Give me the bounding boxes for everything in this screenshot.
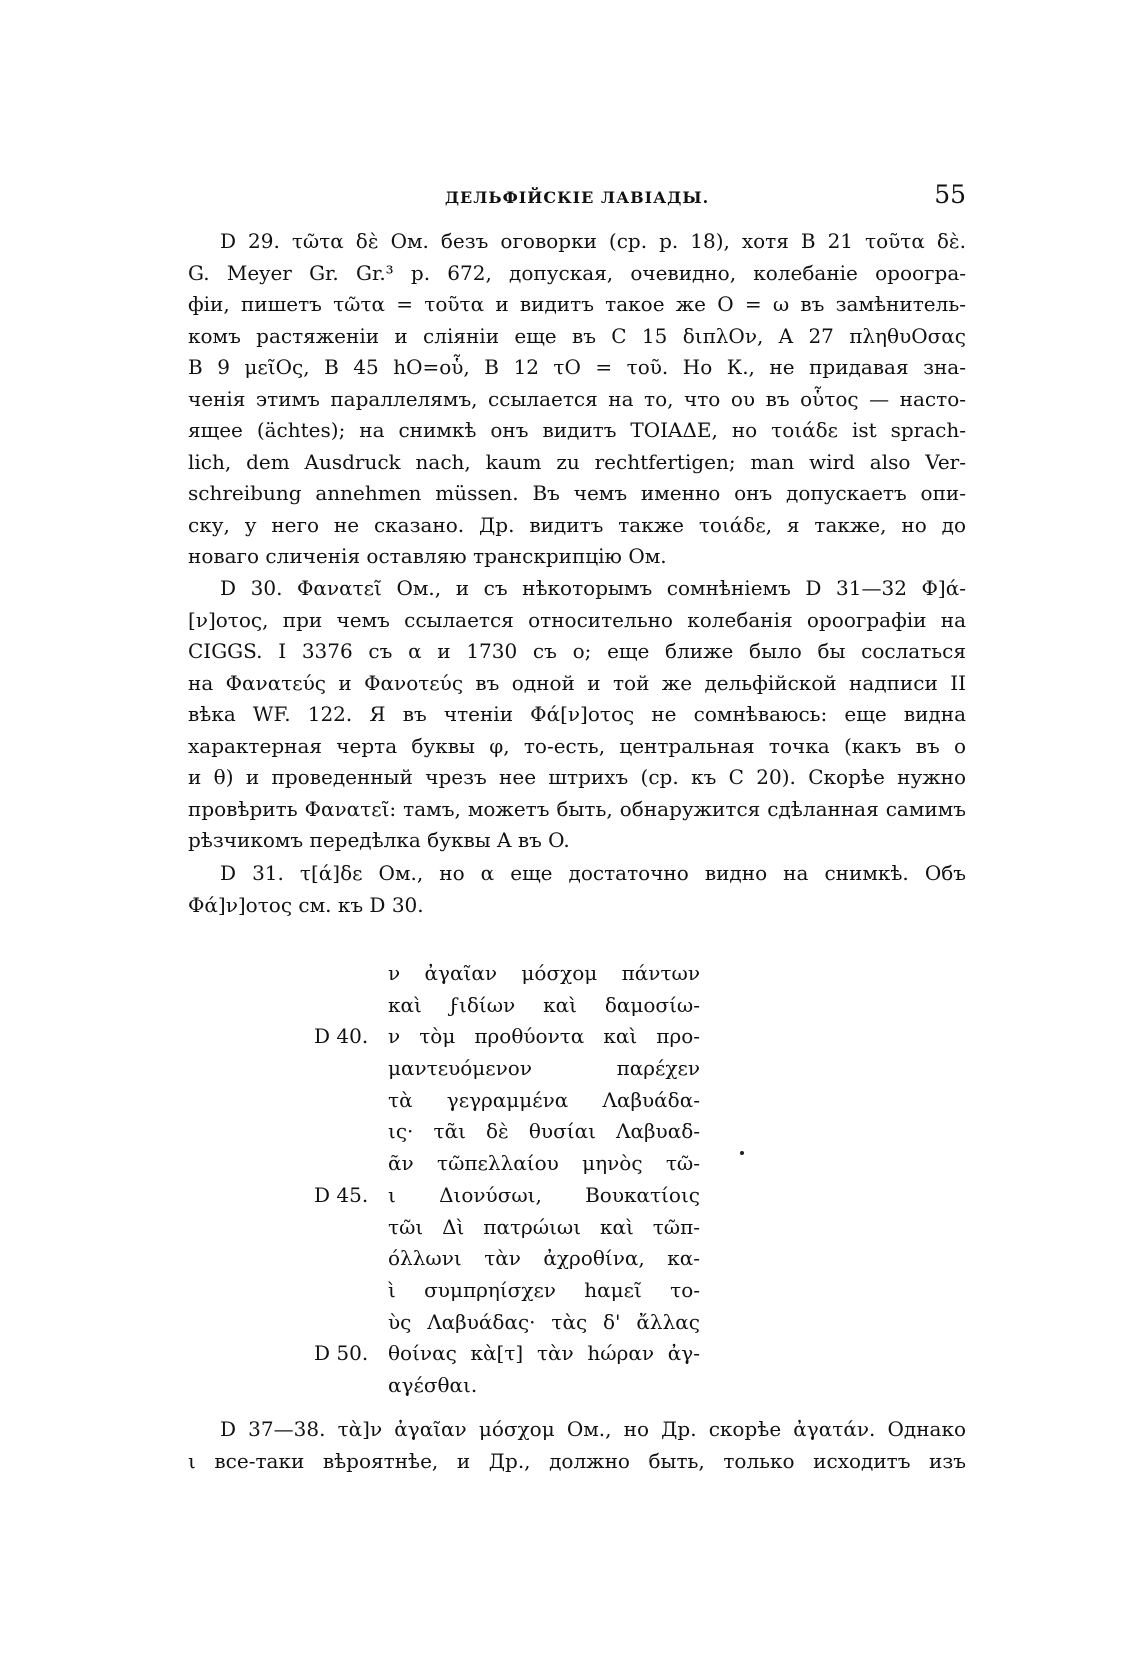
inscription-text-block — [314, 958, 704, 1402]
inscription-line — [314, 958, 704, 990]
text-line: ящее (ächtes); на снимкѣ онъ видитъ ΤΟΙΑΔΕ, но τοιάδε ist sprach- — [188, 418, 966, 442]
inscription-line — [314, 1338, 704, 1370]
text-line: ι все-таки вѣроятнѣе, и Др., должно быть, только исходитъ изъ — [188, 1448, 966, 1473]
inscription-line-text: τῶι Δὶ πατρώιωι καὶ τῶπ- — [388, 1214, 700, 1239]
inscription-line — [314, 1021, 704, 1053]
text-line: D 37—38. τὰ]ν ἀγαῖαν μόσχομ Ом., но Др. скорѣе ἀγατάν. Однако — [220, 1417, 966, 1441]
text-line: [ν]οτος, при чемъ ссылается относительно колебанія ороографіи на — [188, 607, 966, 632]
commentary-d31 — [188, 858, 966, 921]
inscription-line — [314, 1370, 704, 1402]
inscription-line-text: ν τὸμ προθύοντα καὶ προ- — [388, 1024, 700, 1049]
inscription-line-text: καὶ ϝιδίων καὶ δαμοσίω- — [388, 992, 700, 1017]
text-line: lich, dem Ausdruck nach, kaum zu rechtfertigen; man wird also Ver- — [188, 449, 966, 474]
text-line: фіи, пишетъ τῶτα = τοῦτα и видитъ такое же O = ω въ замѣнитель- — [188, 292, 966, 316]
text-line: новаго сличенія оставляю транскрипцію Ом. — [188, 544, 667, 568]
text-line: CIGGS. I 3376 съ α и 1730 съ ο; еще ближе было бы сослаться — [188, 639, 966, 663]
inscription-line-text: μαντευόμενον παρέχεν — [388, 1056, 700, 1081]
inscription-line-text: ν ἀγαῖαν μόσχομ πάντων — [388, 961, 700, 985]
inscription-line-text: ι Διονύσωι, Βουκατίοις — [388, 1182, 700, 1207]
text-line: вѣка WF. 122. Я въ чтеніи Φά[ν]οτος не сомнѣваюсь: еще видна — [188, 702, 966, 726]
inscription-line — [314, 1148, 704, 1180]
inscription-line-text: ὺς Λαβυάδας· τὰς δ' ἄλλας — [388, 1309, 700, 1334]
inscription-line-text: θοίνας κὰ[τ] τὰν hώραν ἀγ- — [388, 1341, 700, 1366]
inscription-line-text: ᾶν τῶπελλαίου μηνὸς τῶ- — [388, 1151, 700, 1176]
inscription-line — [314, 1085, 704, 1117]
inscription-line — [314, 1053, 704, 1085]
inscription-line — [314, 1212, 704, 1244]
text-line: D 31. τ[ά]δε Ом., но α еще достаточно видно на снимкѣ. Объ — [220, 861, 966, 885]
inscription-line-text: ὶ συμπρηίσχεν hαμεῖ το- — [388, 1277, 700, 1302]
text-line: рѣзчикомъ передѣлка буквы A въ O. — [188, 828, 570, 852]
text-line: ченія этимъ параллелямъ, ссылается на то, что ου въ οὗτος — насто- — [188, 386, 966, 411]
text-line: ску, у него не сказано. Др. видитъ также τοιάδε, я также, но до — [188, 512, 966, 537]
inscription-line — [314, 1243, 704, 1275]
text-line: B 9 μεῖΟς, B 45 hΟ=οὗ, B 12 τΟ = τοῦ. Но К., не придавая зна- — [188, 355, 966, 379]
text-line: Φά]ν]οτος см. къ D 30. — [188, 892, 424, 917]
inscription-line — [314, 990, 704, 1022]
inscription-line-text: τὰ γεγραμμένα Λαβυάδα- — [388, 1087, 700, 1112]
line-number: D 45. — [314, 1182, 369, 1207]
text-line: на Φανατεύς и Φανοτεύς въ одной и той же дельфійской надписи II — [188, 670, 966, 695]
line-number: D 40. — [314, 1024, 369, 1049]
commentary-d30 — [188, 573, 966, 857]
text-line: провѣрить Φανατεῖ: тамъ, можетъ быть, обнаружится сдѣланная самимъ — [188, 796, 966, 821]
inscription-line — [314, 1275, 704, 1307]
inscription-line-text: όλλωνι τὰν ἀχροθίνα, κα- — [388, 1246, 700, 1271]
page-number: 55 — [934, 180, 966, 209]
inscription-line — [314, 1180, 704, 1212]
page-header — [188, 180, 966, 220]
inscription-line-text: αγέσθαι. — [388, 1372, 478, 1397]
text-line: и θ) и проведенный чрезъ нее штрихъ (ср. къ C 20). Скорѣе нужно — [188, 765, 966, 789]
inscription-line — [314, 1116, 704, 1148]
text-line: D 29. τῶτα δὲ Ом. безъ оговорки (ср. р. 18), хотя B 21 τοῦτα δὲ. — [220, 229, 966, 253]
text-line: комъ растяженіи и сліяніи еще въ C 15 διπλΟν, A 27 πληθυΟσας — [188, 323, 966, 348]
commentary-d37-38 — [188, 1414, 966, 1477]
line-number: D 50. — [314, 1341, 369, 1366]
inscription-line — [314, 1307, 704, 1339]
text-line: D 30. Φανατεῖ Ом., и съ нѣкоторымъ сомнѣніемъ D 31—32 Φ]ά- — [220, 576, 966, 600]
commentary-d29 — [188, 226, 966, 573]
stray-dot-mark — [740, 1151, 744, 1155]
text-line: характерная черта буквы φ, то-есть, центральная точка (какъ въ ο — [188, 733, 966, 758]
text-line: schreibung annehmen müssen. Въ чемъ именно онъ допускаетъ опи- — [188, 481, 966, 505]
text-line: G. Meyer Gr. Gr.³ p. 672, допуская, очевидно, колебаніе ороогра- — [188, 260, 966, 285]
inscription-line-text: ις· τᾶι δὲ θυσίαι Λαβυαδ- — [388, 1119, 700, 1144]
running-title: ДЕЛЬФІЙСКІЕ ЛАВІАДЫ. — [444, 188, 710, 207]
